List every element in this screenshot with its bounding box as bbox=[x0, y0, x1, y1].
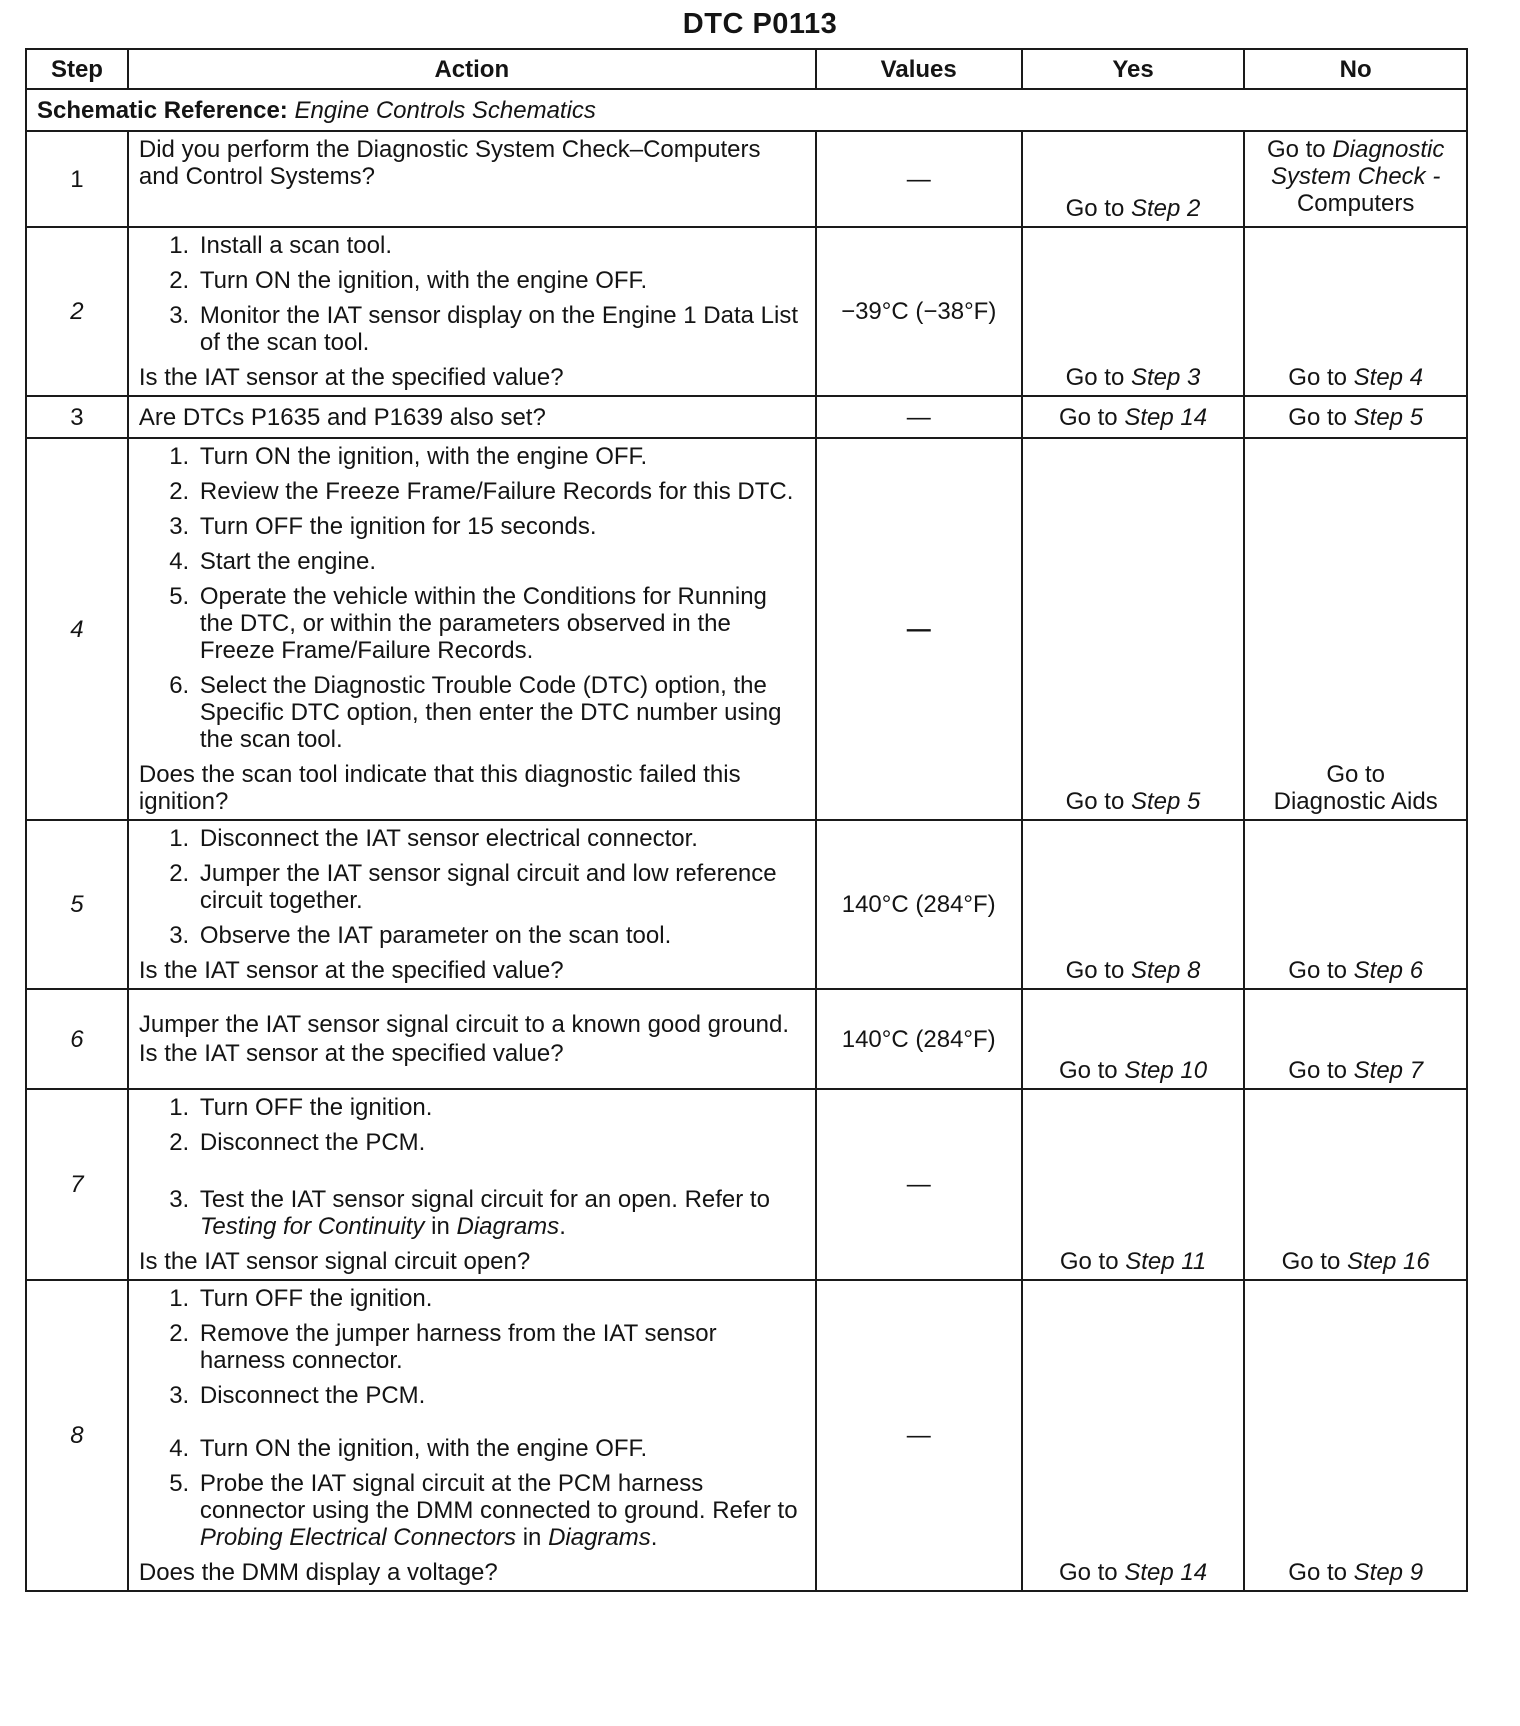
yes-step-link[interactable]: Step 5 bbox=[1131, 788, 1201, 815]
no-cell[interactable] bbox=[1244, 131, 1467, 227]
go-to-label: Go to bbox=[1065, 364, 1125, 391]
step-number: 5 bbox=[26, 820, 128, 989]
no-cell[interactable] bbox=[1244, 227, 1467, 396]
item-text: Test the IAT sensor signal circuit for an open. Refer to bbox=[199, 1186, 770, 1213]
schematic-row bbox=[26, 89, 1467, 131]
schematic-value: Engine Controls Schematics bbox=[294, 96, 596, 124]
no-step-link[interactable]: Step 7 bbox=[1353, 1057, 1424, 1084]
yes-step-link[interactable]: Step 10 bbox=[1124, 1057, 1208, 1084]
item-text: in bbox=[424, 1213, 457, 1240]
header-action: Action bbox=[128, 49, 816, 89]
no-step-link[interactable]: Step 4 bbox=[1353, 364, 1424, 391]
value-cell: — bbox=[816, 438, 1022, 820]
no-cell[interactable] bbox=[1244, 396, 1467, 438]
header-step: Step bbox=[26, 49, 128, 89]
action-question: Is the IAT sensor at the specified value? bbox=[138, 1040, 564, 1067]
go-to-label: Go to bbox=[1288, 1057, 1347, 1084]
action-cell bbox=[128, 396, 816, 438]
table-row bbox=[26, 820, 1467, 989]
value-cell: 140°C (284°F) bbox=[816, 820, 1022, 989]
action-item: 3. Observe the IAT parameter on the scan tool. bbox=[196, 922, 805, 949]
no-plain-text: Computers bbox=[1296, 190, 1415, 217]
step-number: 7 bbox=[26, 1089, 128, 1280]
yes-cell[interactable] bbox=[1022, 396, 1245, 438]
step-number: 1 bbox=[26, 131, 128, 227]
action-question: Are DTCs P1635 and P1639 also set? bbox=[138, 403, 546, 431]
no-diagnostic-aids-link[interactable]: Diagnostic Aids bbox=[1273, 788, 1438, 815]
go-to-label: Go to bbox=[1065, 957, 1125, 984]
action-item: 6. Select the Diagnostic Trouble Code (DTC) option, the Specific DTC option, then enter the DTC number using the scan tool. bbox=[196, 672, 805, 753]
header-yes: Yes bbox=[1022, 49, 1245, 89]
probing-reference-link[interactable]: Probing Electrical Connectors bbox=[199, 1524, 517, 1551]
action-list bbox=[139, 825, 805, 949]
go-to-label: Go to bbox=[1065, 788, 1125, 815]
yes-step-link[interactable]: Step 2 bbox=[1131, 195, 1201, 222]
action-question: Did you perform the Diagnostic System Check–Computers and Control Systems? bbox=[138, 136, 761, 190]
step-number: 6 bbox=[26, 989, 128, 1089]
yes-cell[interactable] bbox=[1022, 1089, 1245, 1280]
table-row bbox=[26, 1280, 1467, 1591]
no-cell[interactable] bbox=[1244, 820, 1467, 989]
yes-cell[interactable] bbox=[1022, 820, 1245, 989]
value-cell: −39°C (−38°F) bbox=[816, 227, 1022, 396]
action-item: 4. Turn ON the ignition, with the engine OFF. bbox=[196, 1435, 805, 1462]
yes-cell[interactable] bbox=[1022, 989, 1245, 1089]
diagrams-reference-link[interactable]: Diagrams bbox=[456, 1213, 560, 1240]
yes-cell[interactable] bbox=[1022, 227, 1245, 396]
yes-step-link[interactable]: Step 8 bbox=[1131, 957, 1201, 984]
go-to-label: Go to bbox=[1326, 761, 1386, 788]
no-cell[interactable] bbox=[1244, 989, 1467, 1089]
go-to-label: Go to bbox=[1058, 1057, 1118, 1084]
yes-cell[interactable] bbox=[1022, 438, 1245, 820]
go-to-label: Go to bbox=[1288, 1559, 1347, 1586]
action-list bbox=[139, 1094, 805, 1240]
action-list bbox=[139, 232, 805, 356]
go-to-label: Go to bbox=[1288, 957, 1347, 984]
table-row bbox=[26, 131, 1467, 227]
table-row bbox=[26, 989, 1467, 1089]
no-diagnostic-link[interactable]: Diagnostic System Check - bbox=[1270, 136, 1445, 190]
action-item: 5. Operate the vehicle within the Conditions for Running the DTC, or within the parameters observed in the Freeze Frame/Failure Records. bbox=[196, 583, 805, 664]
action-cell bbox=[128, 1280, 816, 1591]
yes-step-link[interactable]: Step 14 bbox=[1124, 1559, 1208, 1586]
action-intro: Jumper the IAT sensor signal circuit to a known good ground. bbox=[138, 1011, 790, 1038]
value-cell: — bbox=[816, 131, 1022, 227]
table-row bbox=[26, 396, 1467, 438]
action-cell bbox=[128, 227, 816, 396]
header-values: Values bbox=[816, 49, 1022, 89]
go-to-label: Go to bbox=[1281, 1248, 1341, 1275]
yes-step-link[interactable]: Step 11 bbox=[1125, 1248, 1207, 1275]
step-number: 8 bbox=[26, 1280, 128, 1591]
action-item: 3. Monitor the IAT sensor display on the Engine 1 Data List of the scan tool. bbox=[196, 302, 805, 356]
action-item bbox=[196, 1186, 805, 1240]
diagrams-reference-link[interactable]: Diagrams bbox=[548, 1524, 651, 1551]
item-text: in bbox=[516, 1524, 549, 1551]
no-cell[interactable] bbox=[1244, 438, 1467, 820]
no-step-link[interactable]: Step 9 bbox=[1353, 1559, 1424, 1586]
page-title: DTC P0113 bbox=[682, 8, 838, 40]
header-row bbox=[26, 49, 1467, 89]
step-number: 4 bbox=[26, 438, 128, 820]
go-to-label: Go to bbox=[1266, 136, 1326, 163]
diagnostic-table bbox=[25, 48, 1468, 1592]
action-item: 2. Review the Freeze Frame/Failure Records for this DTC. bbox=[196, 478, 805, 505]
action-item: 2. Disconnect the PCM. bbox=[196, 1129, 805, 1156]
action-question: Does the DMM display a voltage? bbox=[138, 1559, 498, 1586]
yes-step-link[interactable]: Step 14 bbox=[1124, 403, 1208, 431]
action-question: Is the IAT sensor at the specified value? bbox=[138, 364, 564, 391]
yes-step-link[interactable]: Step 3 bbox=[1131, 364, 1201, 391]
header-no: No bbox=[1244, 49, 1467, 89]
action-item: 2. Turn ON the ignition, with the engine OFF. bbox=[196, 267, 805, 294]
table-row bbox=[26, 438, 1467, 820]
go-to-label: Go to bbox=[1065, 195, 1125, 222]
schematic-label: Schematic Reference: bbox=[37, 96, 288, 124]
action-item: 2. Jumper the IAT sensor signal circuit and low reference circuit together. bbox=[196, 860, 805, 914]
action-question: Does the scan tool indicate that this diagnostic failed this ignition? bbox=[138, 761, 741, 815]
table-row bbox=[26, 227, 1467, 396]
go-to-label: Go to bbox=[1288, 403, 1347, 431]
action-cell bbox=[128, 131, 816, 227]
action-question: Is the IAT sensor at the specified value? bbox=[138, 957, 564, 984]
action-item: 1. Turn ON the ignition, with the engine OFF. bbox=[196, 443, 805, 470]
no-step-link[interactable]: Step 16 bbox=[1346, 1248, 1430, 1275]
go-to-label: Go to bbox=[1058, 1559, 1118, 1586]
action-question: Is the IAT sensor signal circuit open? bbox=[138, 1248, 531, 1275]
continuity-reference-link[interactable]: Testing for Continuity bbox=[199, 1213, 425, 1240]
value-cell: — bbox=[816, 1280, 1022, 1591]
yes-cell[interactable] bbox=[1022, 131, 1245, 227]
action-cell bbox=[128, 438, 816, 820]
no-step-link[interactable]: Step 6 bbox=[1353, 957, 1424, 984]
action-item: 2. Remove the jumper harness from the IAT sensor harness connector. bbox=[196, 1320, 805, 1374]
no-cell[interactable] bbox=[1244, 1280, 1467, 1591]
item-text: Probe the IAT signal circuit at the PCM harness connector using the DMM connected to ground. Refer to bbox=[199, 1470, 798, 1524]
action-item: 1. Turn OFF the ignition. bbox=[196, 1285, 805, 1312]
go-to-label: Go to bbox=[1288, 364, 1347, 391]
action-item: 4. Start the engine. bbox=[196, 548, 805, 575]
schematic-reference bbox=[26, 89, 1467, 131]
action-list bbox=[139, 443, 805, 753]
value-cell: — bbox=[816, 1089, 1022, 1280]
action-item: 3. Turn OFF the ignition for 15 seconds. bbox=[196, 513, 805, 540]
table-row bbox=[26, 1089, 1467, 1280]
go-to-label: Go to bbox=[1058, 403, 1118, 431]
action-item bbox=[196, 1470, 805, 1551]
go-to-label: Go to bbox=[1059, 1248, 1119, 1275]
action-item: 1. Turn OFF the ignition. bbox=[196, 1094, 805, 1121]
item-text: . bbox=[650, 1524, 658, 1551]
action-cell bbox=[128, 820, 816, 989]
yes-cell[interactable] bbox=[1022, 1280, 1245, 1591]
step-number: 3 bbox=[26, 396, 128, 438]
no-step-link[interactable]: Step 5 bbox=[1353, 403, 1424, 431]
value-cell: 140°C (284°F) bbox=[816, 989, 1022, 1089]
no-cell[interactable] bbox=[1244, 1089, 1467, 1280]
action-item: 1. Disconnect the IAT sensor electrical connector. bbox=[196, 825, 805, 852]
step-number: 2 bbox=[26, 227, 128, 396]
action-list bbox=[139, 1285, 805, 1551]
action-item: 3. Disconnect the PCM. bbox=[196, 1382, 805, 1409]
item-text: . bbox=[559, 1213, 566, 1240]
action-cell bbox=[128, 1089, 816, 1280]
action-item: 1. Install a scan tool. bbox=[196, 232, 805, 259]
value-cell: — bbox=[816, 396, 1022, 438]
action-cell bbox=[128, 989, 816, 1089]
